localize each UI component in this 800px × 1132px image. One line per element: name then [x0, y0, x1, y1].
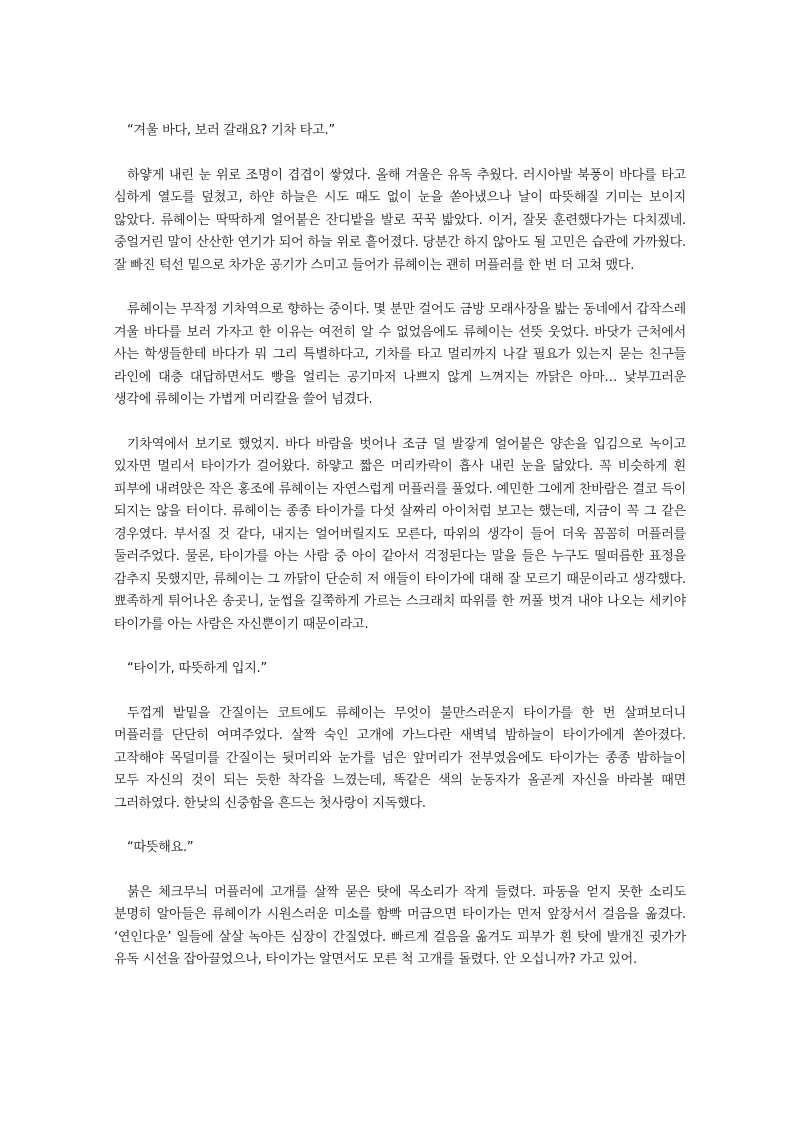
narration-paragraph: 류헤이는 무작정 기차역으로 향하는 중이다. 몇 분만 걸어도 금방 모래사장을 밟는 동네에서 갑작스레 겨울 바다를 보러 가자고 한 이유는 여전히 알 수 없었음에도 류헤이는 선뜻 웃었다. 바닷가 근처에서 사는 학생들한테 바다가 뭐 그리 특별하다고, 기차를 타고 멀리까지 나갈 필요가 있는지 묻는 친구들 라인에 대충 대답하면서도 빵을 얼리는 공기마저 나쁘지 않게 느껴지는 까닭은 아마… 낯부끄러운 생각에 류헤이는 가볍게 머리칼을 쓸어 넘겼다. [114, 302, 686, 407]
dialogue-line: “타이가, 따뜻하게 입지.” [127, 661, 268, 676]
narration-paragraph: 두껍게 밭밑을 간질이는 코트에도 류헤이는 무엇이 불만스러운지 타이가를 한 번 살펴보더니 머플러를 단단히 여며주었다. 살짝 숙인 고개에 가느다란 새벽녘 밤하늘이 타이가에게 쏟아졌다. 고작해야 목덜미를 간질이는 뒷머리와 눈가를 넘은 앞머리가 전부였음에도 타이가는 종종 밤하늘이 모두 자신의 것이 되는 듯한 착각을 느꼈는데, 똑같은 색의 눈동자가 올곧게 자신을 바라볼 때면 그러하였다. 한낮의 신중함을 흔드는 첫사랑이 지독했다. [114, 705, 686, 811]
narration-paragraph: 기차역에서 보기로 했었지. 바다 바람을 벗어나 조금 덜 발갛게 얼어붙은 양손을 입김으로 녹이고 있자면 멀리서 타이가가 걸어왔다. 하얗고 짧은 머리카락이 흡사 내린 눈을 닮았다. 꼭 비슷하게 흰 피부에 내려앉은 작은 홍조에 류헤이는 자연스럽게 머플러를 풀었다. 예민한 그에게 찬바람은 결코 득이 되지는 않을 터이다. 류헤이는 종종 타이가를 다섯 살짜리 아이처럼 보고는 했는데, 지금이 꼭 그 같은 경우였다. 부서질 것 같다, 내지는 얼어버릴지도 모른다, 따위의 생각이 들어 더욱 꼼꼼히 머플러를 둘러주었다. 물론, 타이가를 아는 사람 중 아이 같아서 걱정된다는 말을 들은 누구도 떨떠름한 표정을 감추지 못했지만, 류헤이는 그 까닭이 단순히 저 애들이 타이가에 대해 잘 모르기 때문이라고 생각했다. 뾰족하게 튀어나온 송곳니, 눈썹을 길쭉하게 가르는 스크래치 따위를 한 꺼풀 벗겨 내야 나오는 세키야 타이가를 아는 사람은 자신뿐이기 때문이라고. [114, 436, 686, 632]
dialogue-line: “겨울 바다, 보러 갈래요? 기차 타고.” [127, 123, 335, 138]
dialogue-line: “따뜻해요.” [127, 840, 194, 855]
narration-paragraph: 붉은 체크무늬 머플러에 고개를 살짝 묻은 탓에 목소리가 작게 들렸다. 파동을 얻지 못한 소리도 분명히 알아들은 류헤이가 시원스러운 미소를 함빡 머금으면 타이가는 먼저 앞장서서 걸음을 옮겼다. ‘연인다운’ 일들에 살살 녹아든 심장이 간질였다. 빠르게 걸음을 옮겨도 피부가 흰 탓에 발개진 귓가가 유독 시선을 잡아끌었으나, 타이가는 알면서도 모른 척 고개를 돌렸다. 안 오십니까? 가고 있어. [114, 884, 686, 967]
narration-paragraph: 하얗게 내린 눈 위로 조명이 겹겹이 쌓였다. 올해 겨울은 유독 추웠다. 러시아발 북풍이 바다를 타고 심하게 열도를 덮쳤고, 하얀 하늘은 시도 때도 없이 눈을 쏟아냈으나 날이 따뜻해질 기미는 보이지 않았다. 류헤이는 딱딱하게 얼어붙은 잔디밭을 발로 꾹꾹 밟았다. 이거, 잘못 훈련했다가는 다치겠네. 중얼거린 말이 산산한 연기가 되어 하늘 위로 흩어졌다. 당분간 하지 않아도 될 고민은 습관에 가까웠다. 잘 빠진 턱선 밑으로 차가운 공기가 스미고 들어가 류헤이는 괜히 머플러를 한 번 더 고쳐 맸다. [114, 167, 686, 273]
document-page [114, 120, 686, 994]
